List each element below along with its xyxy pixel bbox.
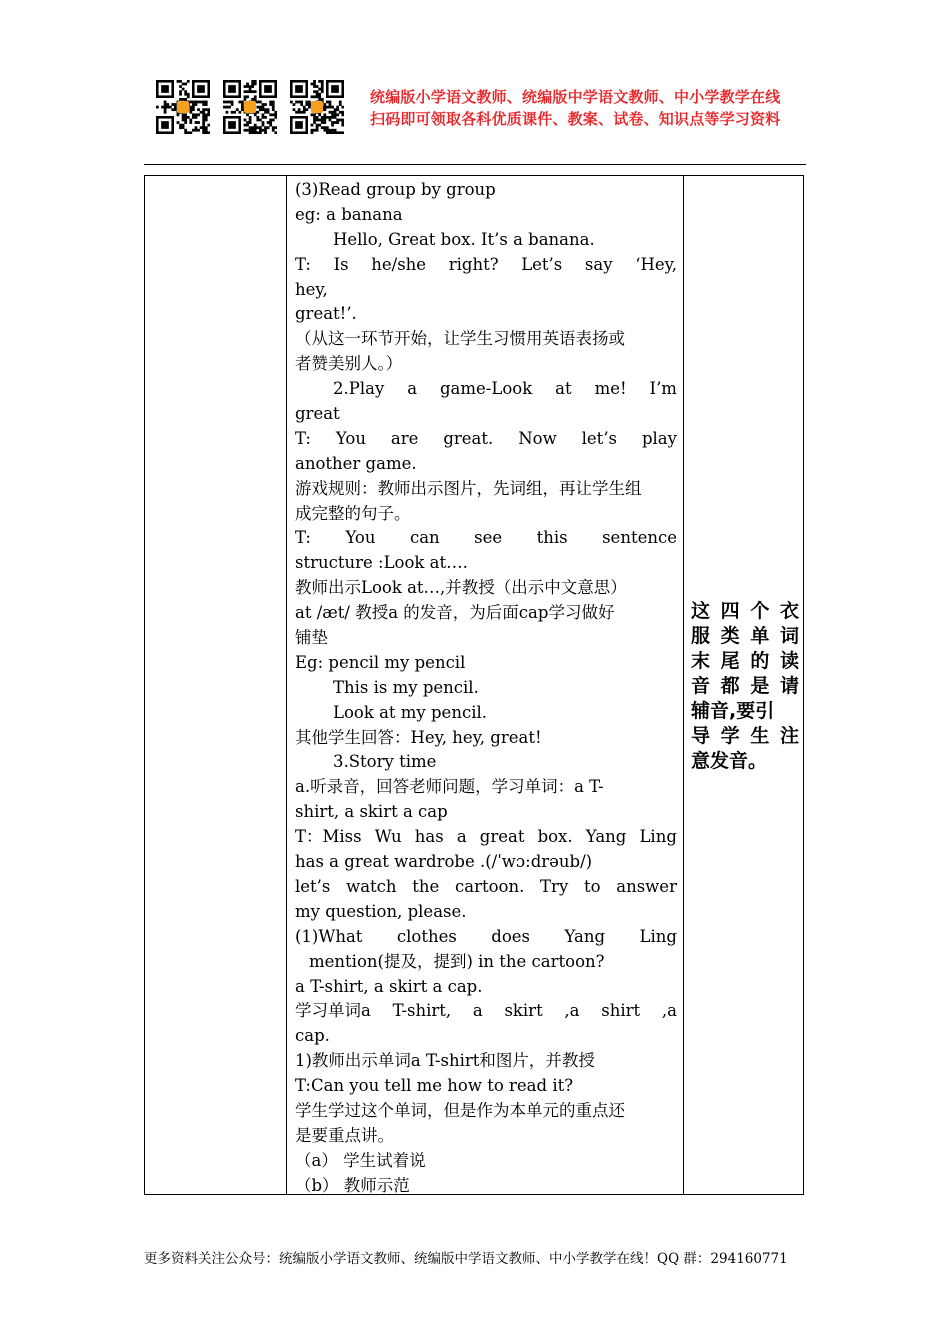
word: T: xyxy=(295,254,311,274)
text-line: another game. xyxy=(295,453,417,473)
text-line: T:Can you tell me how to read it? xyxy=(295,1076,574,1096)
text-line: great!’. xyxy=(295,304,357,324)
word: T：Miss xyxy=(295,827,362,847)
word: shirt xyxy=(601,1001,641,1021)
word: can xyxy=(409,528,440,548)
text-line: hey, xyxy=(295,279,328,299)
text-line xyxy=(295,253,677,278)
qr-code-icon[interactable] xyxy=(223,80,277,134)
word: Now xyxy=(518,428,557,448)
word: play xyxy=(641,428,677,448)
text-line xyxy=(691,649,799,674)
word: 服 xyxy=(691,625,711,647)
design-note-cell xyxy=(691,599,799,774)
text-line: mention(提及，提到) in the cartoon? xyxy=(309,951,605,971)
word: ,a xyxy=(564,1001,580,1021)
word: 请 xyxy=(779,675,799,697)
qr-code-row xyxy=(156,80,344,134)
text-line: Look at my pencil. xyxy=(333,702,487,722)
word: Ling xyxy=(639,926,677,946)
word: 衣 xyxy=(779,600,799,622)
promo-line-2: 扫码即可领取各科优质课件、教案、试卷、知识点等学习资料 xyxy=(370,110,781,128)
word: 个 xyxy=(750,600,770,622)
text-line: Eg: pencil my pencil xyxy=(295,652,466,672)
text-line: 3.Story time xyxy=(333,752,437,772)
text-line: 是要重点讲。 xyxy=(295,1125,394,1145)
word: 读 xyxy=(779,650,799,672)
text-line xyxy=(295,999,677,1024)
text-line: （从这一环节开始，让学生习惯用英语表扬或 xyxy=(295,329,625,349)
procedure-cell xyxy=(295,178,677,1199)
text-line: 教师出示Look at…,并教授（出示中文意思） xyxy=(295,578,627,598)
text-line xyxy=(691,624,799,649)
word: 注 xyxy=(779,724,799,747)
word: does xyxy=(491,926,530,946)
word: box. xyxy=(537,827,573,847)
text-line: 铺垫 xyxy=(295,628,328,648)
word: 生 xyxy=(750,724,770,747)
text-line: 其他学生回答：Hey, hey, great! xyxy=(295,727,542,747)
text-line: This is my pencil. xyxy=(333,677,479,697)
text-line xyxy=(691,599,799,624)
word: clothes xyxy=(396,926,457,946)
word: 的 xyxy=(750,650,770,672)
text-line: （b） 教师示范 xyxy=(295,1175,410,1195)
text-line: great xyxy=(295,404,340,424)
word: let’s xyxy=(581,428,618,448)
word: me! xyxy=(594,379,627,399)
word: 是 xyxy=(750,675,770,697)
word: 尾 xyxy=(720,650,740,672)
text-line xyxy=(295,526,677,551)
text-line: (3)Read group by group xyxy=(295,180,496,199)
word: let’s xyxy=(295,876,331,896)
text-line: Hello, Great box. It’s a banana. xyxy=(333,229,595,249)
word: 学 xyxy=(720,724,740,747)
text-line: 辅音,要引 xyxy=(691,700,775,722)
text-line: cap. xyxy=(295,1026,330,1046)
word: answer xyxy=(616,876,677,896)
word: Yang xyxy=(585,827,627,847)
word: a xyxy=(456,827,467,847)
word: 词 xyxy=(779,625,799,647)
word: Ling xyxy=(639,827,677,847)
word: see xyxy=(474,528,503,548)
text-line: has a great wardrobe .(/ˈwɔ:drəub/) xyxy=(295,852,593,872)
word: You xyxy=(335,428,366,448)
text-line xyxy=(691,674,799,699)
promo-text xyxy=(370,86,780,130)
word: has xyxy=(414,827,444,847)
word: You xyxy=(345,528,376,548)
text-line: eg: a banana xyxy=(295,204,403,224)
word: a xyxy=(407,379,418,399)
word: at xyxy=(555,379,572,399)
text-line xyxy=(295,377,677,402)
word: right? xyxy=(448,254,499,274)
word: ‘Hey, xyxy=(635,254,677,274)
word: (1)What xyxy=(295,926,363,946)
text-line: 学生学过这个单词，但是作为本单元的重点还 xyxy=(295,1100,625,1120)
word: 2.Play xyxy=(333,379,385,399)
word: Yang xyxy=(564,926,606,946)
word: the xyxy=(412,876,440,896)
word: to xyxy=(583,876,601,896)
word: say xyxy=(584,254,613,274)
word: watch xyxy=(346,876,397,896)
text-line: a T-shirt, a skirt a cap. xyxy=(295,976,483,996)
word: Let’s xyxy=(521,254,563,274)
word: this xyxy=(536,528,568,548)
word: 类 xyxy=(720,625,740,647)
word: 末 xyxy=(691,650,711,672)
word: Try xyxy=(540,876,569,896)
text-line xyxy=(295,427,677,452)
text-line: structure :Look at…. xyxy=(295,553,468,573)
footer-text: 更多资料关注公众号：统编版小学语文教师、统编版中学语文教师、中小学教学在线！QQ 群：294160771 xyxy=(144,1251,788,1267)
word: cartoon. xyxy=(455,876,525,896)
word: Is xyxy=(333,254,349,274)
header-divider xyxy=(144,164,806,165)
text-line: a.听录音，回答老师问题，学习单词：a T- xyxy=(295,777,604,797)
word: great. xyxy=(443,428,494,448)
text-line xyxy=(691,724,799,749)
text-line xyxy=(295,875,677,900)
text-line xyxy=(295,925,677,950)
text-line xyxy=(295,825,677,850)
qr-code-icon[interactable] xyxy=(290,80,344,134)
word: T: xyxy=(295,428,311,448)
word: he/she xyxy=(371,254,427,274)
word: sentence xyxy=(602,528,677,548)
text-line: 游戏规则：教师出示图片，先词组，再让学生组 xyxy=(295,478,642,498)
word: Wu xyxy=(374,827,402,847)
word: 都 xyxy=(720,675,740,697)
text-line: my question, please. xyxy=(295,901,467,921)
text-line: 1)教师出示单词a T-shirt和图片，并教授 xyxy=(295,1051,595,1071)
word: T-shirt, xyxy=(392,1001,452,1021)
word: great xyxy=(479,827,525,847)
word: T: xyxy=(295,528,311,548)
text-line: at /æt/ 教授a 的发音，为后面cap学习做好 xyxy=(295,603,615,623)
word: 单 xyxy=(750,625,770,647)
word: skirt xyxy=(504,1001,543,1021)
word: are xyxy=(390,428,419,448)
text-line: （a） 学生试着说 xyxy=(295,1150,426,1170)
word: 学习单词a xyxy=(295,1001,371,1021)
word: 音 xyxy=(691,675,711,697)
text-line: 者赞美别人。） xyxy=(295,354,403,374)
word: 四 xyxy=(720,600,740,622)
qr-code-icon[interactable] xyxy=(156,80,210,134)
word: a xyxy=(472,1001,483,1021)
text-line: 意发音。 xyxy=(691,749,768,772)
text-line: shirt, a skirt a cap xyxy=(295,802,448,822)
word: ,a xyxy=(661,1001,677,1021)
word: I’m xyxy=(649,379,677,399)
text-line: 成完整的句子。 xyxy=(295,503,411,523)
word: 导 xyxy=(691,724,711,747)
column-divider xyxy=(683,176,684,1194)
column-divider xyxy=(286,176,287,1194)
word: 这 xyxy=(691,600,711,622)
promo-line-1: 统编版小学语文教师、统编版中学语文教师、中小学教学在线 xyxy=(370,88,781,106)
word: game-Look xyxy=(440,379,533,399)
lesson-table xyxy=(144,175,804,1195)
